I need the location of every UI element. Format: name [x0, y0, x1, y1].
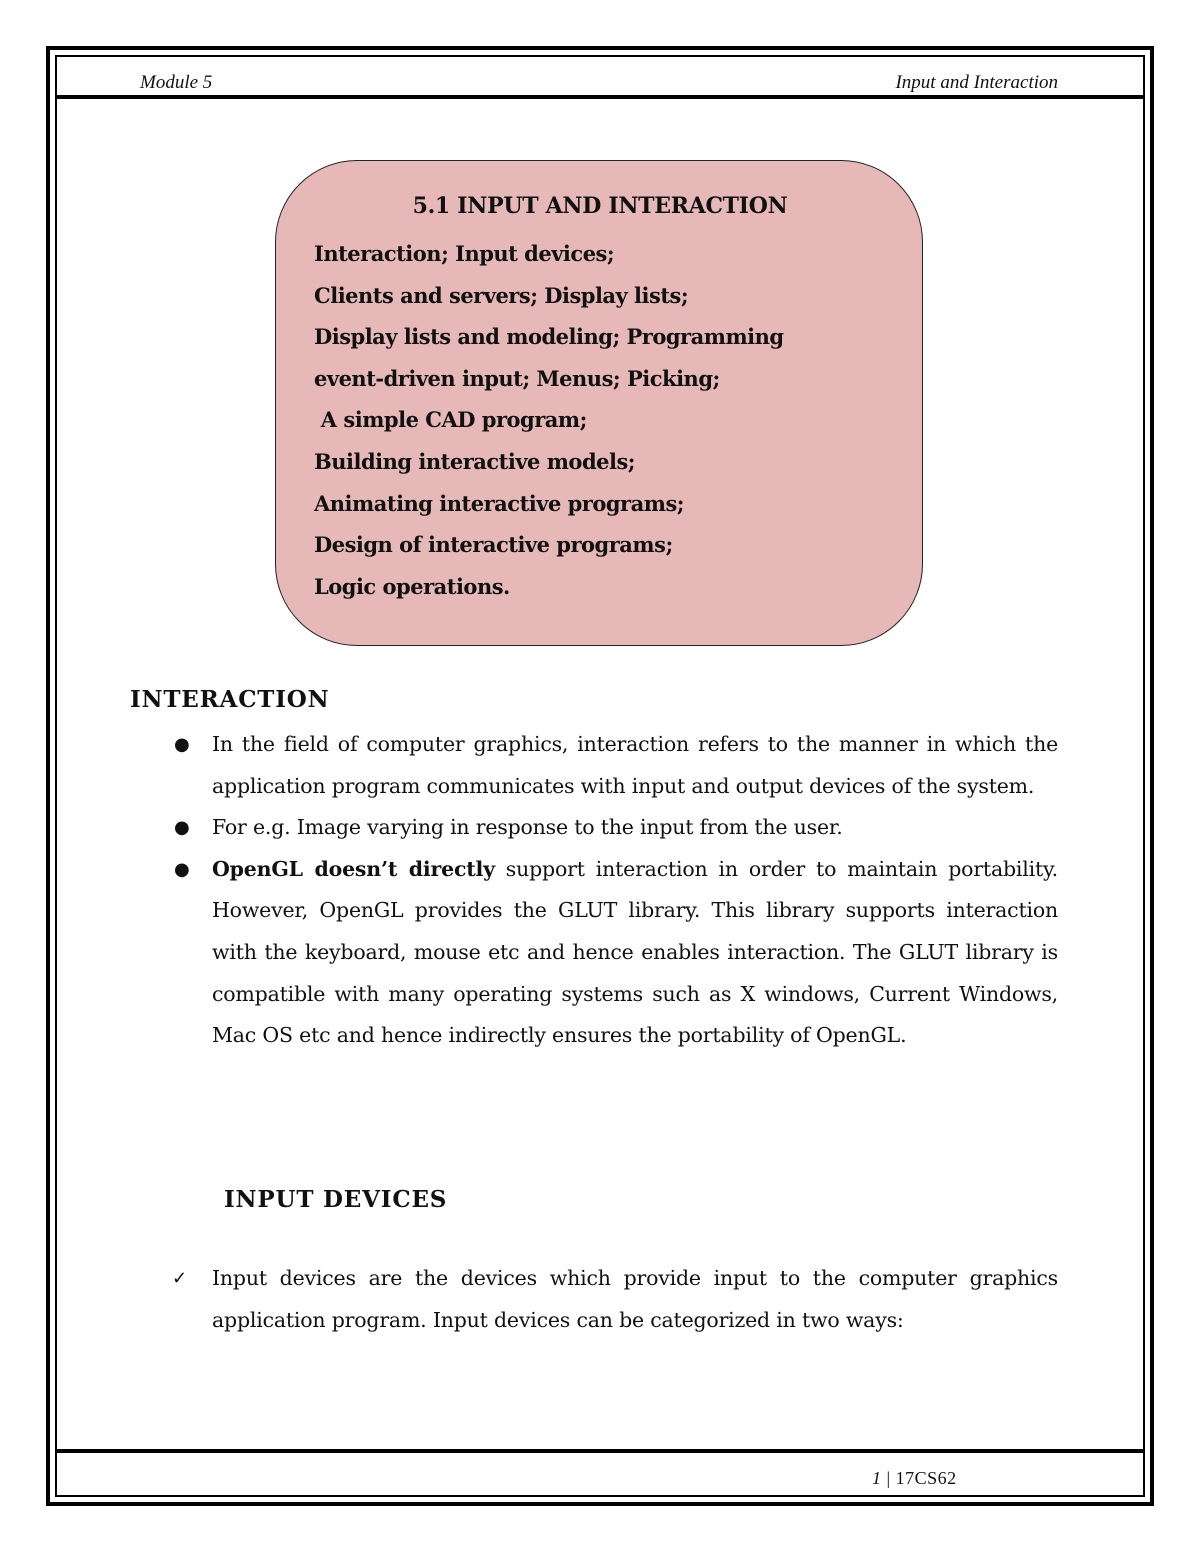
topic-list: [314, 233, 784, 607]
list-item-bold-text: OpenGL doesn’t directly: [212, 856, 495, 881]
footer-page-info: [872, 1468, 957, 1489]
list-item-text: Input devices are the devices which provide input to the computer graphics application program. Input devices can be categorized in two ways:: [212, 1266, 1058, 1332]
section-heading-input-devices: INPUT DEVICES: [224, 1186, 448, 1213]
topic-item: Logic operations.: [314, 573, 510, 599]
topic-item: Clients and servers; Display lists;: [314, 282, 689, 308]
interaction-list: [174, 724, 1058, 1057]
header-module: Module 5: [140, 72, 213, 93]
check-mark-icon: ✓: [172, 1268, 187, 1289]
bullet-icon: ●: [174, 734, 190, 755]
footer-separator: |: [881, 1468, 896, 1488]
header-title: Input and Interaction: [895, 72, 1058, 93]
list-item-text: support interaction in order to maintain portability. However, OpenGL provides the GLUT library. This library supports interaction with the keyboard, mouse etc and hence enables interaction. The GLUT library is compatible with many operating systems such as X windows, Current Windows, Mac OS etc and hence indirectly ensures the portability of OpenGL.: [212, 856, 1058, 1048]
topic-item: Animating interactive programs;: [314, 490, 685, 516]
topic-item: event-driven input; Menus; Picking;: [314, 365, 720, 391]
topic-item: Design of interactive programs;: [314, 532, 673, 558]
topic-item: Interaction; Input devices;: [314, 241, 615, 266]
bullet-icon: ●: [174, 858, 190, 880]
list-item: [172, 1258, 1058, 1341]
list-item: [174, 724, 1058, 807]
topic-item: A simple CAD program;: [314, 407, 587, 433]
footer-rule: [55, 1449, 1145, 1453]
section-heading-interaction: INTERACTION: [130, 686, 330, 713]
bullet-icon: ●: [174, 817, 190, 839]
list-item-text: For e.g. Image varying in response to the input from the user.: [212, 815, 843, 840]
topic-item: Display lists and modeling; Programming: [314, 324, 784, 350]
header-rule: [55, 95, 1145, 99]
list-item-text: In the field of computer graphics, interaction refers to the manner in which the application program communicates with input and output devices of the system.: [212, 732, 1058, 798]
input-devices-list: [172, 1258, 1058, 1341]
footer-course-code: 17CS62: [895, 1468, 957, 1488]
topic-item: Building interactive models;: [314, 448, 636, 474]
topic-box-title: 5.1 INPUT AND INTERACTION: [412, 193, 788, 219]
list-item: [174, 849, 1058, 1057]
footer-page-number: 1: [872, 1468, 882, 1488]
list-item: [174, 807, 1058, 849]
